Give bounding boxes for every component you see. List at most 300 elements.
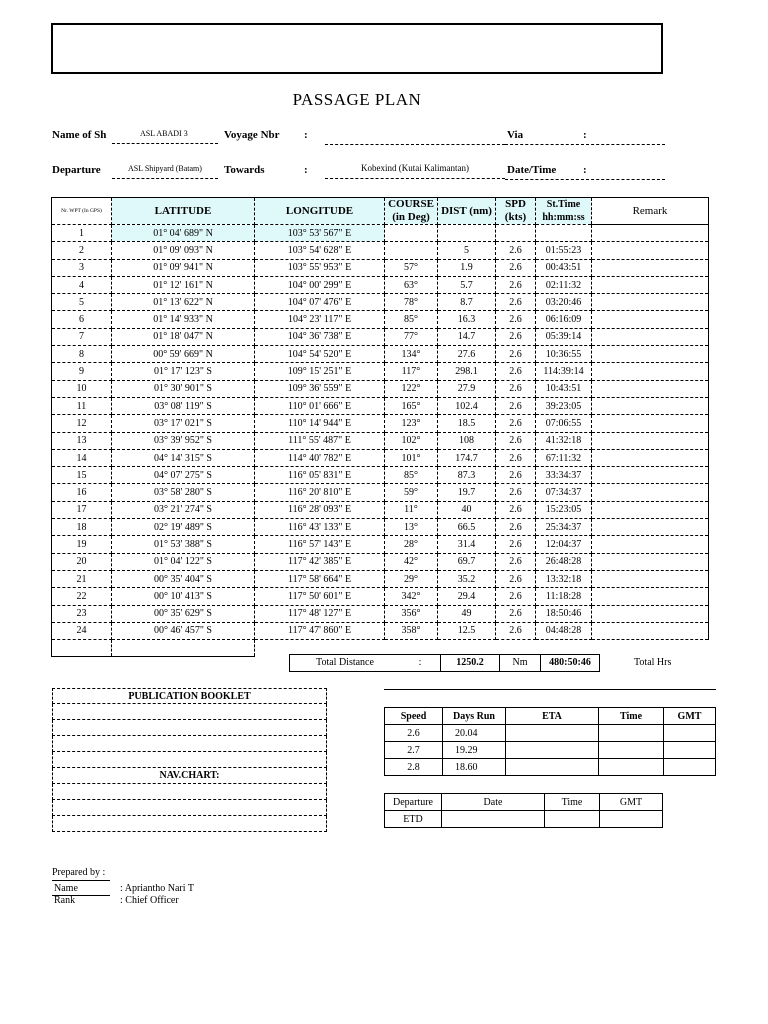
remark-cell[interactable] bbox=[592, 536, 709, 553]
course-cell: 122° bbox=[385, 380, 438, 397]
wpt-number-cell: 2 bbox=[52, 242, 112, 259]
spd-cell: 2.6 bbox=[496, 415, 536, 432]
towards-field[interactable] bbox=[325, 163, 505, 179]
spd-cell: 2.6 bbox=[496, 242, 536, 259]
departure-header: Departure bbox=[385, 794, 442, 811]
dist-cell: 19.7 bbox=[438, 484, 496, 501]
spd-cell: 2.6 bbox=[496, 397, 536, 414]
spd-cell: 2.6 bbox=[496, 311, 536, 328]
latitude-cell: 04° 07' 275" S bbox=[112, 467, 255, 484]
dist-cell: 108 bbox=[438, 432, 496, 449]
course-cell: 29° bbox=[385, 570, 438, 587]
etd-time-cell[interactable] bbox=[545, 811, 600, 828]
latitude-cell: 03° 17' 021" S bbox=[112, 415, 255, 432]
spd-cell: 2.6 bbox=[496, 363, 536, 380]
total-distance-value: 1250.2 bbox=[440, 655, 500, 671]
wpt-number-cell: 10 bbox=[52, 380, 112, 397]
dist-cell: 102.4 bbox=[438, 397, 496, 414]
waypoint-row bbox=[52, 519, 709, 536]
spd-cell: 2.6 bbox=[496, 294, 536, 311]
latitude-cell: 03° 39' 952" S bbox=[112, 432, 255, 449]
gmt-cell[interactable] bbox=[664, 742, 716, 759]
longitude-cell: 117° 48' 127" E bbox=[255, 605, 385, 622]
speed-cell: 2.7 bbox=[385, 742, 443, 759]
name-label: Name bbox=[54, 883, 78, 894]
eta-cell[interactable] bbox=[506, 759, 599, 776]
wpt-number-cell: 8 bbox=[52, 346, 112, 363]
course-cell bbox=[385, 225, 438, 242]
gmt-header: GMT bbox=[664, 708, 716, 725]
remark-cell[interactable] bbox=[592, 225, 709, 242]
days-run-cell: 19.29 bbox=[443, 742, 506, 759]
remark-cell[interactable] bbox=[592, 415, 709, 432]
longitude-cell: 114° 40' 782" E bbox=[255, 449, 385, 466]
spd-header: SPD (kts) bbox=[496, 198, 536, 225]
sttime-cell: 12:04:37 bbox=[536, 536, 592, 553]
eta-cell[interactable] bbox=[506, 742, 599, 759]
wpt-number-cell: 21 bbox=[52, 570, 112, 587]
longitude-cell: 109° 36' 559" E bbox=[255, 380, 385, 397]
voyage-colon: : bbox=[304, 129, 308, 141]
publication-row[interactable] bbox=[52, 736, 327, 752]
waypoint-row bbox=[52, 536, 709, 553]
longitude-cell: 103° 53' 567" E bbox=[255, 225, 385, 242]
course-cell bbox=[385, 242, 438, 259]
dist-cell bbox=[438, 225, 496, 242]
dist-cell: 12.5 bbox=[438, 622, 496, 639]
wpt-number-cell: 5 bbox=[52, 294, 112, 311]
departure-table bbox=[384, 793, 663, 828]
waypoint-row bbox=[52, 449, 709, 466]
latitude-cell: 01° 04' 689" N bbox=[112, 225, 255, 242]
dist-cell: 49 bbox=[438, 605, 496, 622]
remark-cell[interactable] bbox=[592, 588, 709, 605]
dist-cell: 16.3 bbox=[438, 311, 496, 328]
course-cell: 165° bbox=[385, 397, 438, 414]
etd-label: ETD bbox=[385, 811, 442, 828]
course-cell: 13° bbox=[385, 519, 438, 536]
course-cell: 102° bbox=[385, 432, 438, 449]
waypoint-row bbox=[52, 553, 709, 570]
ship-name-value: ASL ABADI 3 bbox=[140, 129, 188, 138]
waypoint-row bbox=[52, 467, 709, 484]
longitude-cell: 104° 54' 520" E bbox=[255, 346, 385, 363]
remark-cell[interactable] bbox=[592, 484, 709, 501]
departure-label: Departure bbox=[52, 164, 101, 176]
remark-cell[interactable] bbox=[592, 501, 709, 518]
speed-header: Speed bbox=[385, 708, 443, 725]
rank-value: : Chief Officer bbox=[120, 895, 179, 906]
latitude-cell: 01° 30' 901" S bbox=[112, 380, 255, 397]
time-cell[interactable] bbox=[599, 725, 664, 742]
publication-row[interactable] bbox=[52, 720, 327, 736]
latitude-cell: 00° 35' 404" S bbox=[112, 570, 255, 587]
eta-header: ETA bbox=[506, 708, 599, 725]
sttime-cell: 41:32:18 bbox=[536, 432, 592, 449]
wpt-number-cell: 9 bbox=[52, 363, 112, 380]
sttime-cell: 33:34:37 bbox=[536, 467, 592, 484]
remark-cell[interactable] bbox=[592, 346, 709, 363]
dist-header: DIST (nm) bbox=[438, 198, 496, 225]
course-cell: 63° bbox=[385, 276, 438, 293]
waypoint-row bbox=[52, 363, 709, 380]
dist-cell: 87.3 bbox=[438, 467, 496, 484]
total-hours-label: Total Hrs bbox=[634, 657, 672, 668]
sttime-cell: 01:55:23 bbox=[536, 242, 592, 259]
course-cell: 356° bbox=[385, 605, 438, 622]
spd-cell: 2.6 bbox=[496, 380, 536, 397]
departure-field[interactable] bbox=[112, 164, 218, 179]
nav-chart-title: NAV.CHART: bbox=[52, 768, 327, 784]
latitude-cell: 01° 04' 122" S bbox=[112, 553, 255, 570]
wpt-number-cell: 13 bbox=[52, 432, 112, 449]
longitude-cell: 116° 28' 093" E bbox=[255, 501, 385, 518]
longitude-cell: 109° 15' 251" E bbox=[255, 363, 385, 380]
remark-cell[interactable] bbox=[592, 276, 709, 293]
dist-cell: 31.4 bbox=[438, 536, 496, 553]
longitude-cell: 104° 36' 738" E bbox=[255, 328, 385, 345]
speed-days-table bbox=[384, 707, 716, 776]
latitude-cell: 03° 21' 274" S bbox=[112, 501, 255, 518]
sttime-cell: 02:11:32 bbox=[536, 276, 592, 293]
remark-cell[interactable] bbox=[592, 432, 709, 449]
name-value: : Apriantho Nari T bbox=[120, 883, 194, 894]
course-cell: 85° bbox=[385, 311, 438, 328]
via-field[interactable] bbox=[505, 129, 665, 145]
waypoint-row bbox=[52, 622, 709, 639]
days-run-cell: 18.60 bbox=[443, 759, 506, 776]
course-cell: 59° bbox=[385, 484, 438, 501]
remark-cell[interactable] bbox=[592, 570, 709, 587]
dist-cell: 8.7 bbox=[438, 294, 496, 311]
latitude-cell: 01° 18' 047" N bbox=[112, 328, 255, 345]
longitude-cell: 110° 01' 666" E bbox=[255, 397, 385, 414]
wpt-number-cell: 20 bbox=[52, 553, 112, 570]
waypoint-row bbox=[52, 259, 709, 276]
sttime-cell: 04:48:28 bbox=[536, 622, 592, 639]
towards-value: Kobexind (Kutai Kalimantan) bbox=[361, 163, 469, 173]
remark-cell[interactable] bbox=[592, 467, 709, 484]
publication-row[interactable] bbox=[52, 752, 327, 768]
course-cell: 358° bbox=[385, 622, 438, 639]
nav-chart-row[interactable] bbox=[52, 816, 327, 832]
spd-cell: 2.6 bbox=[496, 605, 536, 622]
eta-cell[interactable] bbox=[506, 725, 599, 742]
waypoint-row bbox=[52, 415, 709, 432]
longitude-cell: 104° 23' 117" E bbox=[255, 311, 385, 328]
waypoint-row bbox=[52, 242, 709, 259]
dist-cell: 1.9 bbox=[438, 259, 496, 276]
wpt-number-cell: 7 bbox=[52, 328, 112, 345]
remark-cell[interactable] bbox=[592, 363, 709, 380]
course-cell: 77° bbox=[385, 328, 438, 345]
sttime-cell: 67:11:32 bbox=[536, 449, 592, 466]
days-run-header: Days Run bbox=[443, 708, 506, 725]
course-header: COURSE (in Deg) bbox=[385, 198, 438, 225]
waypoint-row bbox=[52, 311, 709, 328]
header-box bbox=[51, 23, 663, 74]
course-cell: 342° bbox=[385, 588, 438, 605]
via-colon: : bbox=[583, 129, 587, 141]
spd-cell: 2.6 bbox=[496, 501, 536, 518]
sttime-cell: 114:39:14 bbox=[536, 363, 592, 380]
latitude-cell: 03° 58' 280" S bbox=[112, 484, 255, 501]
divider-line bbox=[384, 689, 716, 690]
total-distance-colon: : bbox=[418, 657, 422, 668]
sttime-cell: 25:34:37 bbox=[536, 519, 592, 536]
longitude-cell: 104° 07' 476" E bbox=[255, 294, 385, 311]
spd-cell: 2.6 bbox=[496, 346, 536, 363]
sttime-cell: 15:23:05 bbox=[536, 501, 592, 518]
date-time-label: Date/Time bbox=[507, 164, 557, 176]
sttime-cell: 00:43:51 bbox=[536, 259, 592, 276]
longitude-cell: 111° 55' 487" E bbox=[255, 432, 385, 449]
remark-cell[interactable] bbox=[592, 519, 709, 536]
date-header: Date bbox=[442, 794, 545, 811]
latitude-cell: 00° 59' 669" N bbox=[112, 346, 255, 363]
longitude-cell: 103° 55' 953" E bbox=[255, 259, 385, 276]
empty-cell[interactable] bbox=[112, 640, 255, 657]
latitude-cell: 01° 14' 933" N bbox=[112, 311, 255, 328]
latitude-cell: 00° 46' 457" S bbox=[112, 622, 255, 639]
waypoint-row bbox=[52, 380, 709, 397]
course-cell: 101° bbox=[385, 449, 438, 466]
course-cell: 85° bbox=[385, 467, 438, 484]
wpt-number-cell: 15 bbox=[52, 467, 112, 484]
course-cell: 11° bbox=[385, 501, 438, 518]
spd-cell: 2.6 bbox=[496, 588, 536, 605]
sttime-cell: 26:48:28 bbox=[536, 553, 592, 570]
wpt-number-cell: 11 bbox=[52, 397, 112, 414]
speed-row bbox=[385, 742, 716, 759]
publication-booklet-title: PUBLICATION BOOKLET bbox=[52, 688, 327, 704]
via-label: Via bbox=[507, 129, 524, 141]
sttime-cell: 05:39:14 bbox=[536, 328, 592, 345]
time-header: Time bbox=[599, 708, 664, 725]
latitude-cell: 01° 12' 161" N bbox=[112, 276, 255, 293]
latitude-cell: 00° 35' 629" S bbox=[112, 605, 255, 622]
longitude-cell: 117° 50' 601" E bbox=[255, 588, 385, 605]
dist-cell: 29.4 bbox=[438, 588, 496, 605]
latitude-cell: 01° 09' 093" N bbox=[112, 242, 255, 259]
dist-cell: 27.9 bbox=[438, 380, 496, 397]
dist-cell: 5.7 bbox=[438, 276, 496, 293]
longitude-cell: 116° 43' 133" E bbox=[255, 519, 385, 536]
time-cell[interactable] bbox=[599, 742, 664, 759]
longitude-header: LONGITUDE bbox=[255, 198, 385, 225]
sttime-cell: 10:43:51 bbox=[536, 380, 592, 397]
course-cell: 28° bbox=[385, 536, 438, 553]
remark-cell[interactable] bbox=[592, 553, 709, 570]
publication-row[interactable] bbox=[52, 704, 327, 720]
page-title: PASSAGE PLAN bbox=[292, 90, 422, 109]
waypoint-row bbox=[52, 432, 709, 449]
waypoint-row bbox=[52, 397, 709, 414]
time-header: Time bbox=[545, 794, 600, 811]
waypoint-row bbox=[52, 225, 709, 242]
waypoint-row bbox=[52, 501, 709, 518]
sttime-cell: 07:06:55 bbox=[536, 415, 592, 432]
course-cell: 57° bbox=[385, 259, 438, 276]
prepared-by-underline bbox=[52, 880, 110, 881]
sttime-header: St.Time hh:mm:ss bbox=[536, 198, 592, 225]
spd-cell: 2.6 bbox=[496, 519, 536, 536]
latitude-cell: 03° 08' 119" S bbox=[112, 397, 255, 414]
date-time-field[interactable] bbox=[505, 164, 665, 180]
sttime-cell bbox=[536, 225, 592, 242]
latitude-cell: 02° 19' 489" S bbox=[112, 519, 255, 536]
latitude-cell: 01° 13' 622" N bbox=[112, 294, 255, 311]
waypoint-row bbox=[52, 346, 709, 363]
wpt-number-cell: 24 bbox=[52, 622, 112, 639]
total-distance-box bbox=[289, 654, 600, 672]
remark-cell[interactable] bbox=[592, 449, 709, 466]
prepared-by-label: Prepared by : bbox=[52, 867, 106, 878]
wpt-number-cell: 16 bbox=[52, 484, 112, 501]
speed-cell: 2.8 bbox=[385, 759, 443, 776]
etd-date-cell[interactable] bbox=[442, 811, 545, 828]
wpt-number-cell: 6 bbox=[52, 311, 112, 328]
nav-chart-row[interactable] bbox=[52, 800, 327, 816]
sttime-cell: 07:34:37 bbox=[536, 484, 592, 501]
sttime-cell: 10:36:55 bbox=[536, 346, 592, 363]
wpt-number-cell: 3 bbox=[52, 259, 112, 276]
gmt-cell[interactable] bbox=[664, 759, 716, 776]
longitude-cell: 117° 47' 860" E bbox=[255, 622, 385, 639]
ship-name-field[interactable] bbox=[112, 129, 218, 144]
latitude-cell: 04° 14' 315" S bbox=[112, 449, 255, 466]
sttime-cell: 11:18:28 bbox=[536, 588, 592, 605]
wpt-number-cell: 23 bbox=[52, 605, 112, 622]
waypoint-row bbox=[52, 588, 709, 605]
publication-booklet-section bbox=[52, 688, 327, 832]
longitude-cell: 103° 54' 628" E bbox=[255, 242, 385, 259]
dist-cell: 298.1 bbox=[438, 363, 496, 380]
waypoint-row bbox=[52, 484, 709, 501]
empty-cell[interactable] bbox=[52, 640, 112, 657]
total-distance-label: Total Distance bbox=[316, 657, 374, 668]
speed-cell: 2.6 bbox=[385, 725, 443, 742]
gmt-cell[interactable] bbox=[664, 725, 716, 742]
remark-cell[interactable] bbox=[592, 622, 709, 639]
waypoint-row bbox=[52, 276, 709, 293]
course-cell: 117° bbox=[385, 363, 438, 380]
remark-cell[interactable] bbox=[592, 259, 709, 276]
wpt-number-cell: 12 bbox=[52, 415, 112, 432]
wpt-number-cell: 17 bbox=[52, 501, 112, 518]
name-of-ship-label: Name of Sh bbox=[52, 129, 107, 141]
waypoint-row bbox=[52, 605, 709, 622]
sttime-cell: 13:32:18 bbox=[536, 570, 592, 587]
remark-cell[interactable] bbox=[592, 294, 709, 311]
spd-cell: 2.6 bbox=[496, 622, 536, 639]
total-distance-unit: Nm bbox=[512, 657, 528, 668]
remark-cell[interactable] bbox=[592, 242, 709, 259]
dist-cell: 18.5 bbox=[438, 415, 496, 432]
dist-cell: 69.7 bbox=[438, 553, 496, 570]
wpt-number-cell: 18 bbox=[52, 519, 112, 536]
etd-gmt-cell[interactable] bbox=[600, 811, 663, 828]
nav-chart-row[interactable] bbox=[52, 784, 327, 800]
spd-cell: 2.6 bbox=[496, 276, 536, 293]
latitude-cell: 00° 10' 413" S bbox=[112, 588, 255, 605]
spd-cell: 2.6 bbox=[496, 570, 536, 587]
dist-cell: 14.7 bbox=[438, 328, 496, 345]
longitude-cell: 116° 20' 810" E bbox=[255, 484, 385, 501]
latitude-cell: 01° 53' 388" S bbox=[112, 536, 255, 553]
spd-cell: 2.6 bbox=[496, 449, 536, 466]
longitude-cell: 117° 58' 664" E bbox=[255, 570, 385, 587]
course-cell: 134° bbox=[385, 346, 438, 363]
dist-cell: 174.7 bbox=[438, 449, 496, 466]
total-hours-value: 480:50:46 bbox=[540, 655, 599, 671]
spd-cell: 2.6 bbox=[496, 467, 536, 484]
wpt-number-cell: 1 bbox=[52, 225, 112, 242]
waypoint-table bbox=[51, 197, 709, 657]
spd-cell bbox=[496, 225, 536, 242]
latitude-cell: 01° 17' 123" S bbox=[112, 363, 255, 380]
waypoint-row bbox=[52, 294, 709, 311]
spd-cell: 2.6 bbox=[496, 484, 536, 501]
speed-row bbox=[385, 725, 716, 742]
departure-value: ASL Shipyard (Batam) bbox=[128, 164, 202, 173]
course-cell: 78° bbox=[385, 294, 438, 311]
sttime-cell: 03:20:46 bbox=[536, 294, 592, 311]
sttime-cell: 06:16:09 bbox=[536, 311, 592, 328]
towards-colon: : bbox=[304, 164, 308, 176]
towards-label: Towards bbox=[224, 164, 265, 176]
dist-cell: 35.2 bbox=[438, 570, 496, 587]
time-cell[interactable] bbox=[599, 759, 664, 776]
longitude-cell: 116° 57' 143" E bbox=[255, 536, 385, 553]
days-run-cell: 20.04 bbox=[443, 725, 506, 742]
dist-cell: 66.5 bbox=[438, 519, 496, 536]
voyage-nbr-label: Voyage Nbr bbox=[224, 129, 280, 141]
dist-cell: 40 bbox=[438, 501, 496, 518]
waypoint-row bbox=[52, 570, 709, 587]
wpt-number-cell: 14 bbox=[52, 449, 112, 466]
waypoint-row bbox=[52, 328, 709, 345]
wpt-number-cell: 19 bbox=[52, 536, 112, 553]
spd-cell: 2.6 bbox=[496, 553, 536, 570]
course-cell: 42° bbox=[385, 553, 438, 570]
course-cell: 123° bbox=[385, 415, 438, 432]
wpt-header: Nr. WPT (In GPS) bbox=[52, 198, 112, 225]
longitude-cell: 117° 42' 385" E bbox=[255, 553, 385, 570]
wpt-number-cell: 22 bbox=[52, 588, 112, 605]
latitude-header: LATITUDE bbox=[112, 198, 255, 225]
dist-cell: 27.6 bbox=[438, 346, 496, 363]
remark-cell[interactable] bbox=[592, 328, 709, 345]
longitude-cell: 104° 00' 299" E bbox=[255, 276, 385, 293]
spd-cell: 2.6 bbox=[496, 536, 536, 553]
remark-cell[interactable] bbox=[592, 380, 709, 397]
spd-cell: 2.6 bbox=[496, 432, 536, 449]
wpt-number-cell: 4 bbox=[52, 276, 112, 293]
voyage-nbr-field[interactable] bbox=[325, 129, 505, 145]
remark-cell[interactable] bbox=[592, 397, 709, 414]
empty-cell[interactable] bbox=[592, 640, 709, 657]
speed-row bbox=[385, 759, 716, 776]
remark-cell[interactable] bbox=[592, 605, 709, 622]
spd-cell: 2.6 bbox=[496, 259, 536, 276]
remark-cell[interactable] bbox=[592, 311, 709, 328]
longitude-cell: 116° 05' 831" E bbox=[255, 467, 385, 484]
date-time-colon: : bbox=[583, 164, 587, 176]
dist-cell: 5 bbox=[438, 242, 496, 259]
sttime-cell: 18:50:46 bbox=[536, 605, 592, 622]
spd-cell: 2.6 bbox=[496, 328, 536, 345]
